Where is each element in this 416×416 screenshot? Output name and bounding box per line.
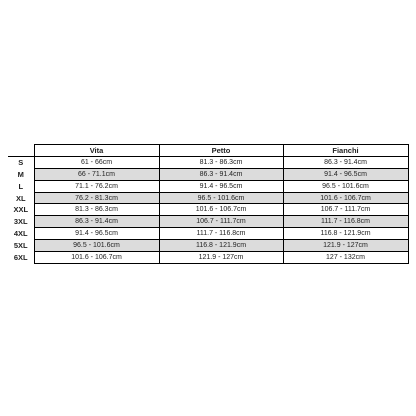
corner-cell bbox=[8, 145, 34, 157]
vita-cell: 91.4 - 96.5cm bbox=[34, 228, 159, 240]
fianchi-cell: 121.9 - 127cm bbox=[283, 240, 408, 252]
size-label: XL bbox=[15, 193, 26, 203]
size-label: 6XL bbox=[13, 252, 28, 262]
table-row bbox=[8, 216, 408, 228]
fianchi-cell: 101.6 - 106.7cm bbox=[283, 192, 408, 204]
petto-cell: 116.8 - 121.9cm bbox=[159, 240, 283, 252]
table-row bbox=[8, 192, 408, 204]
petto-cell: 81.3 - 86.3cm bbox=[159, 156, 283, 168]
petto-cell: 86.3 - 91.4cm bbox=[159, 168, 283, 180]
table-row bbox=[8, 204, 408, 216]
vita-cell: 76.2 - 81.3cm bbox=[34, 192, 159, 204]
petto-cell: 101.6 - 106.7cm bbox=[159, 204, 283, 216]
vita-cell: 71.1 - 76.2cm bbox=[34, 180, 159, 192]
vita-cell: 86.3 - 91.4cm bbox=[34, 216, 159, 228]
table-row bbox=[8, 168, 408, 180]
vita-cell: 81.3 - 86.3cm bbox=[34, 204, 159, 216]
column-header-petto: Petto bbox=[159, 145, 283, 157]
petto-cell: 121.9 - 127cm bbox=[159, 252, 283, 264]
column-header-vita: Vita bbox=[34, 145, 159, 157]
fianchi-cell: 86.3 - 91.4cm bbox=[283, 156, 408, 168]
column-header-fianchi: Fianchi bbox=[283, 145, 408, 157]
size-label: XXL bbox=[13, 205, 29, 215]
table-row bbox=[8, 180, 408, 192]
fianchi-cell: 91.4 - 96.5cm bbox=[283, 168, 408, 180]
fianchi-cell: 106.7 - 111.7cm bbox=[283, 204, 408, 216]
size-label: 4XL bbox=[13, 229, 28, 239]
petto-cell: 111.7 - 116.8cm bbox=[159, 228, 283, 240]
size-label: L bbox=[18, 181, 24, 191]
vita-cell: 96.5 - 101.6cm bbox=[34, 240, 159, 252]
size-label: S bbox=[18, 158, 24, 168]
header-row bbox=[8, 145, 408, 157]
size-label: 3XL bbox=[13, 217, 28, 227]
table-row bbox=[8, 252, 408, 264]
size-label: 5XL bbox=[13, 241, 28, 251]
table-row bbox=[8, 156, 408, 168]
petto-cell: 91.4 - 96.5cm bbox=[159, 180, 283, 192]
fianchi-cell: 96.5 - 101.6cm bbox=[283, 180, 408, 192]
petto-cell: 106.7 - 111.7cm bbox=[159, 216, 283, 228]
table-row bbox=[8, 240, 408, 252]
fianchi-cell: 111.7 - 116.8cm bbox=[283, 216, 408, 228]
size-chart-table bbox=[8, 144, 409, 264]
vita-cell: 101.6 - 106.7cm bbox=[34, 252, 159, 264]
table-row bbox=[8, 228, 408, 240]
fianchi-cell: 127 - 132cm bbox=[283, 252, 408, 264]
fianchi-cell: 116.8 - 121.9cm bbox=[283, 228, 408, 240]
size-label: M bbox=[17, 169, 24, 179]
vita-cell: 61 - 66cm bbox=[34, 156, 159, 168]
vita-cell: 66 - 71.1cm bbox=[34, 168, 159, 180]
petto-cell: 96.5 - 101.6cm bbox=[159, 192, 283, 204]
